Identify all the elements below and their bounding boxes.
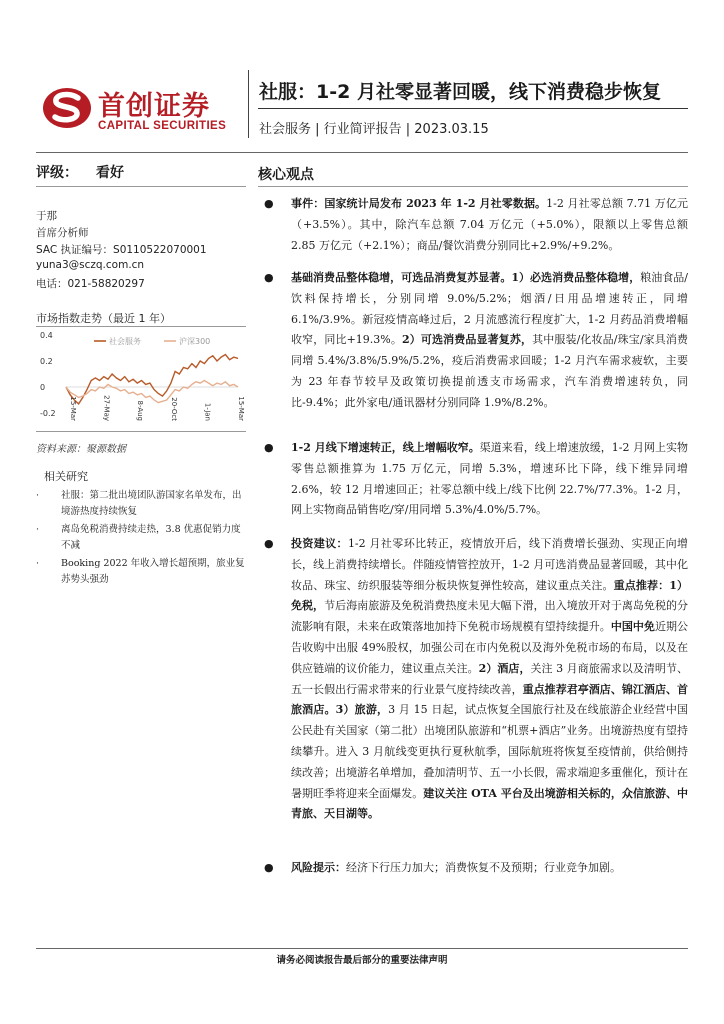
- rating-rule: [36, 186, 246, 187]
- related-bullet: ·: [36, 490, 40, 501]
- rating: [36, 162, 124, 182]
- related-bullet: ·: [36, 558, 40, 569]
- footer-rule: [36, 948, 688, 949]
- para-text: 节后海南旅游及免税消费热度未见大幅下滑，出入境放开对于离岛免税的分流影响有限，未来在政策落地加持下免税市场规模有望持续提升。: [291, 599, 689, 634]
- series-line-csi300: [66, 381, 238, 403]
- legend-label: 沪深300: [179, 337, 211, 346]
- para-text: 近期公告收购中出服 49%股权，加强公司在市内免税以及海外免税市场的布局，以及在供应链端的议价能力，建议重点关注。: [291, 620, 689, 675]
- para-text: 经济下行压力加大；消费恢复不及预期；行业竞争加剧。: [346, 861, 621, 874]
- header-rule: [36, 152, 688, 153]
- y-tick-label: 0.4: [40, 331, 53, 340]
- market-index-chart: [36, 326, 246, 432]
- rating-value: 看好: [96, 165, 124, 181]
- x-tick-label: 15-Mar: [69, 396, 77, 421]
- bullet-icon: ●: [264, 271, 274, 284]
- para-lead: 1-2 月线下增速转正，线上增幅收窄。: [291, 441, 480, 454]
- bullet-icon: ●: [264, 861, 274, 874]
- related-item[interactable]: [36, 488, 248, 520]
- core-paragraph-event: [264, 194, 688, 256]
- related-item-text[interactable]: 离岛免税消费持续走热，3.8 优惠促销力度不减: [61, 524, 241, 551]
- chart-title: 市场指数走势（最近 1 年）: [36, 312, 171, 325]
- para-lead: 2）可选消费品显著复苏，: [402, 333, 533, 347]
- analyst-email[interactable]: yuna3@sczq.com.cn: [36, 259, 145, 271]
- brand-name-en: CAPITAL SECURITIES: [98, 120, 227, 132]
- title-underline: [258, 108, 688, 109]
- legal-disclaimer-footer[interactable]: 请务必阅读报告最后部分的重要法律声明: [276, 955, 448, 966]
- related-item[interactable]: [36, 556, 248, 588]
- para-lead: 投资建议：: [291, 537, 348, 550]
- core-views-rule: [258, 186, 688, 187]
- series-line-social-services: [66, 355, 238, 404]
- bullet-icon: ●: [264, 537, 274, 550]
- analyst-phone: 电话：021-58820297: [36, 278, 145, 290]
- analyst-role: 首席分析师: [36, 227, 89, 239]
- chart-source: 资料来源：聚源数据: [36, 444, 126, 455]
- chart-canvas: [36, 327, 246, 431]
- para-lead: 重点推荐：1）免税，: [291, 578, 689, 613]
- core-paragraph-investment: [264, 534, 689, 825]
- core-paragraph-risk: [264, 858, 688, 879]
- x-tick-label: 27-May: [102, 395, 111, 421]
- core-paragraph-channel: [264, 438, 688, 521]
- para-lead: 事件：国家统计局发布 2023 年 1-2 月社零数据。: [291, 197, 547, 210]
- x-tick-label: 8-Aug: [136, 400, 145, 421]
- header-divider: [248, 70, 249, 138]
- para-text: 3 月 15 日起，试点恢复全国旅行社及在线旅游企业经营中国公民赴有关国家（第二批）出境团队旅游和“机票+酒店”业务。出境游热度有望持续攀升。进入 3 月航线变更执行夏秋航季，国际航班将恢复至疫情前，供给侧持续改善；出境游名单增加，叠加清明节、五一小长假，需求端迎多重催化，预计在暑期旺季将迎来全面爆发。: [291, 703, 689, 800]
- para-lead: 风险提示：: [291, 861, 346, 874]
- para-lead: 建议关注 OTA 平台及出境游相关标的，众信旅游、中青旅、天目湖等。: [291, 786, 689, 821]
- related-item-text[interactable]: Booking 2022 年收入增长超预期，旅业复苏势头强劲: [61, 558, 245, 585]
- para-lead: 基础消费品整体稳增，可选品消费复苏显著。1）必选消费品整体稳增，: [291, 271, 641, 284]
- legend-label: 社会服务: [109, 337, 141, 346]
- para-text: 1-2 月社零环比转正，疫情放开后，线下消费增长强劲、实现正向增长，线上消费持续增长。伴随疫情管控放开，1-2 月可选消费品显著回暖，其中化妆品、珠宝、纺织服装等细分板块恢复弹性较高，建议重点关注。: [291, 537, 688, 592]
- related-item[interactable]: [36, 522, 248, 554]
- bullet-icon: ●: [264, 197, 274, 210]
- report-subtitle: 社会服务 | 行业简评报告 | 2023.03.15: [259, 122, 489, 137]
- x-tick-label: 1-Jan: [203, 402, 212, 421]
- core-paragraph-consumption: [264, 268, 688, 414]
- logo-mark-icon: [42, 86, 92, 130]
- core-views-title: 核心观点: [258, 167, 314, 183]
- related-bullet: ·: [36, 524, 40, 535]
- brand-logo: [42, 82, 242, 140]
- y-tick-label: 0.2: [40, 357, 53, 366]
- para-text: 关注 3 月商旅需求以及清明节、五一长假出行需求带来的行业景气度持续改善，: [291, 661, 688, 696]
- bullet-icon: ●: [264, 441, 274, 454]
- rating-label: 评级：: [36, 165, 78, 181]
- brand-name-cn: 首创证券: [98, 91, 210, 122]
- para-lead: 2）酒店，: [478, 661, 531, 675]
- para-text: 粮油食品/饮料保持增长，分别同增 9.0%/5.2%；烟酒/日用品增速转正，同增 6.1%/3.9%。新冠疫情高峰过后，2 月流感流行程度扩大，1-2 月药品消费增幅收窄，同比+19.3%。: [291, 271, 688, 347]
- analyst-name: 于那: [36, 210, 57, 222]
- report-title: 社服：1-2 月社零显著回暖，线下消费稳步恢复: [259, 81, 661, 103]
- related-item-text[interactable]: 社服：第二批出境团队游国家名单发布，出境游热度持续恢复: [61, 490, 242, 517]
- para-text: 渠道来看，线上增速放缓，1-2 月网上实物零售总额推算为 1.75 万亿元，同增 5.3%，增速环比下降，线下维异同增 2.6%，较 12 月增速回正；社零总额中线上/线下比例 22.7%/77.3%。1-2 月，网上实物商品销售吃/穿/用同增 5.3%/4.0%/5.7%。: [291, 441, 688, 517]
- para-text: 1-2 月社零总额 7.71 万亿元（+3.5%）。其中，除汽车总额 7.04 万亿元（+5.0%），限额以上零售总额 2.85 万亿元（+2.1%）；商品/餐饮消费分别同比+2.9%/+9.2%。: [291, 197, 688, 252]
- para-lead: 重点推荐君亭酒店、锦江酒店、首旅酒店。3）旅游，: [291, 682, 689, 717]
- x-tick-label: 20-Oct: [169, 397, 178, 421]
- related-research-title: 相关研究: [44, 470, 88, 483]
- para-lead: 中国中免: [610, 620, 655, 634]
- y-tick-label: 0: [40, 383, 46, 392]
- para-text: 其中服装/化妆品/珠宝/家具消费同增 5.4%/3.8%/5.9%/5.2%，疫后消费需求回暖；1-2 月汽车需求疲软，主要为 23 年春节较早及政策切换提前透支市场需求，汽车消费增速转负，同比-9.4%；此外家电/通讯器材分别同降 1.9%/8.2%。: [291, 333, 688, 409]
- y-tick-label: -0.2: [40, 409, 56, 418]
- analyst-sac: SAC 执证编号：S0110522070001: [36, 244, 207, 256]
- x-tick-label: 15-Mar: [237, 396, 245, 421]
